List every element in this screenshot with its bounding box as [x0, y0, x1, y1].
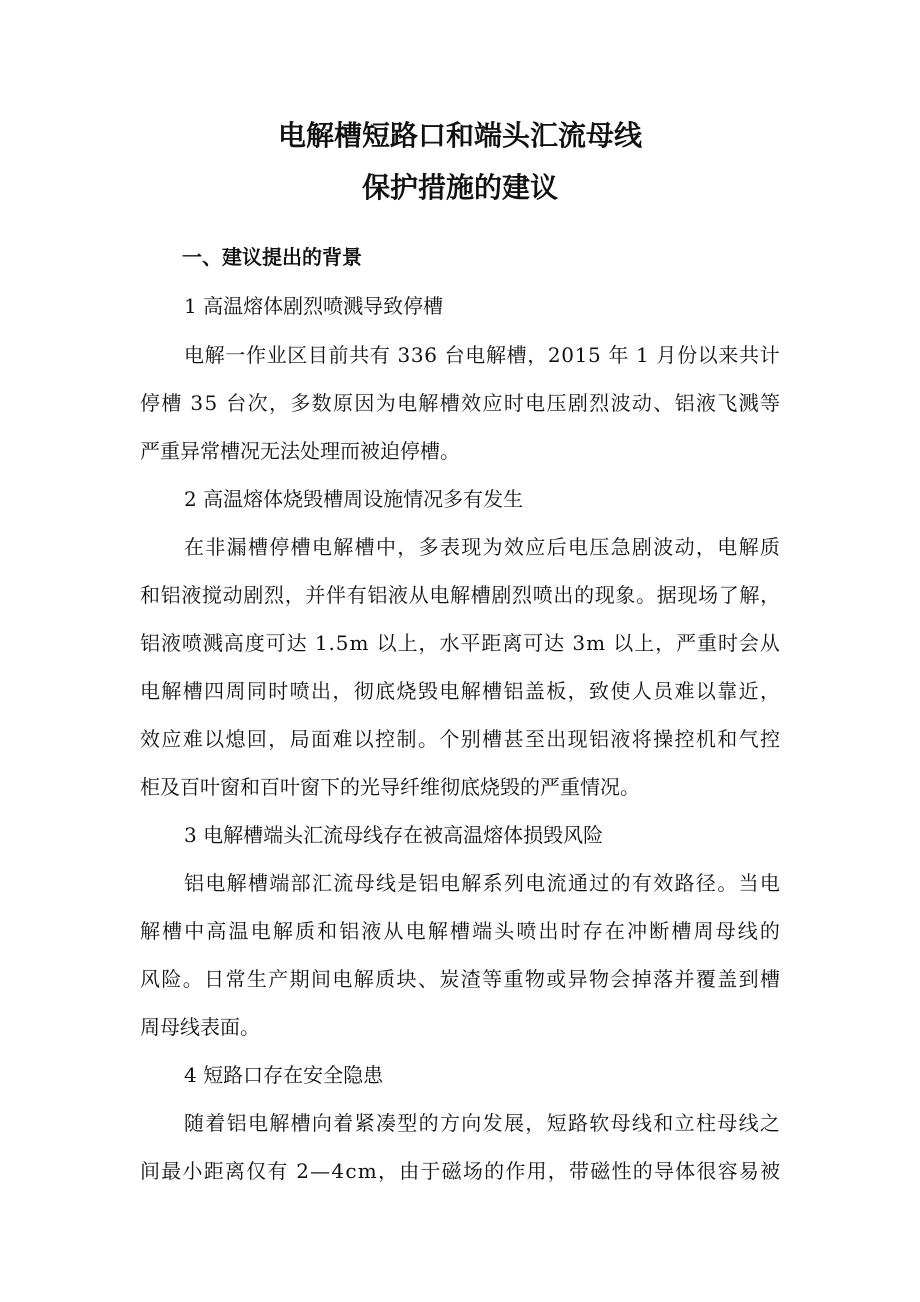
subsection-heading-1: 1 高温熔体剧烈喷溅导致停槽 [184, 294, 444, 318]
paragraph-line: 电解槽四周同时喷出，彻底烧毁电解槽铝盖板，致使人员难以靠近， [140, 679, 782, 703]
paragraph-line: 间最小距离仅有 2—4cm，由于磁场的作用，带磁性的导体很容易被 [140, 1159, 782, 1183]
subsection-heading-4: 4 短路口存在安全隐患 [184, 1063, 384, 1087]
document-title-line-2: 保护措施的建议 [361, 171, 558, 204]
paragraph-line: 铝液喷溅高度可达 1.5m 以上，水平距离可达 3m 以上，严重时会从 [140, 631, 781, 655]
paragraph-line: 效应难以熄回，局面难以控制。个别槽甚至出现铝液将操控机和气控 [140, 727, 782, 751]
document-title-line-1: 电解槽短路口和端头汇流母线 [277, 119, 642, 152]
paragraph-line: 停槽 35 台次，多数原因为电解槽效应时电压剧烈波动、铝液飞溅等 [140, 391, 782, 415]
paragraph-line: 和铝液搅动剧烈，并伴有铝液从电解槽剧烈喷出的现象。据现场了解， [140, 583, 781, 607]
paragraph-line: 风险。日常生产期间电解质块、炭渣等重物或异物会掉落并覆盖到槽 [140, 967, 782, 991]
subsection-heading-3: 3 电解槽端头汇流母线存在被高温熔体损毁风险 [184, 823, 604, 847]
paragraph-line: 铝电解槽端部汇流母线是铝电解系列电流通过的有效路径。当电 [184, 871, 782, 895]
paragraph-line: 在非漏槽停槽电解槽中，多表现为效应后电压急剧波动，电解质 [184, 535, 782, 559]
paragraph-line: 解槽中高温电解质和铝液从电解槽端头喷出时存在冲断槽周母线的 [140, 919, 783, 943]
paragraph-line: 周母线表面。 [140, 1015, 260, 1039]
paragraph-line: 随着铝电解槽向着紧凑型的方向发展，短路软母线和立柱母线之 [184, 1111, 782, 1135]
paragraph-line: 电解一作业区目前共有 336 台电解槽，2015 年 1 月份以来共计 [184, 343, 781, 367]
paragraph-line: 柜及百叶窗和百叶窗下的光导纤维彻底烧毁的严重情况。 [140, 775, 640, 799]
section-heading: 一、建议提出的背景 [182, 245, 362, 269]
subsection-heading-2: 2 高温熔体烧毁槽周设施情况多有发生 [184, 487, 524, 511]
paragraph-line: 严重异常槽况无法处理而被迫停槽。 [140, 439, 460, 463]
